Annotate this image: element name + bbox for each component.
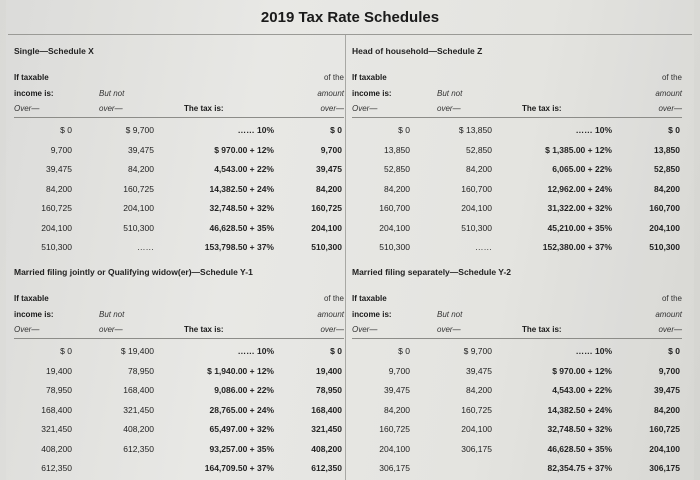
tax-cell: …… 10% xyxy=(237,125,274,135)
of-the-label: of the xyxy=(323,294,344,303)
over-cell: $ 0 xyxy=(398,346,410,356)
schedule-title: Single—Schedule X xyxy=(14,46,94,56)
over-cell: 204,100 xyxy=(379,222,410,233)
amount-cell: $ 0 xyxy=(330,346,342,356)
over-cell: 408,200 xyxy=(41,443,72,454)
over-cell: 160,725 xyxy=(41,203,72,213)
tax-cell: …… 10% xyxy=(237,346,274,356)
over-cell: 84,200 xyxy=(46,183,72,194)
but-not-cell: 84,200 xyxy=(128,164,154,174)
if-taxable-label: If taxable xyxy=(14,73,49,82)
but-not-cell: 408,200 xyxy=(123,424,154,434)
table-row xyxy=(352,198,682,218)
over-label: Over— xyxy=(352,104,378,113)
amount-over-label: over— xyxy=(320,104,344,113)
but-not-cell: $ 9,700 xyxy=(463,346,492,356)
page-title: 2019 Tax Rate Schedules xyxy=(260,9,440,26)
amount-cell: 612,350 xyxy=(311,463,342,473)
amount-cell: 160,700 xyxy=(649,203,680,213)
schedule-block xyxy=(14,267,344,477)
but-not-label: But not xyxy=(437,89,463,98)
table-row xyxy=(14,159,344,179)
over-cell: 39,475 xyxy=(46,164,72,174)
over-label: Over— xyxy=(352,325,378,334)
tax-cell: 152,380.00 + 37% xyxy=(542,242,612,252)
header-divider xyxy=(8,34,692,35)
table-row xyxy=(352,380,682,400)
but-not-cell: 160,725 xyxy=(461,404,492,415)
over-cell: 612,350 xyxy=(41,463,72,473)
schedule-title: Married filing jointly or Qualifying widow(er)—Schedule Y-1 xyxy=(14,267,253,277)
table-row xyxy=(352,458,682,478)
amount-label: amount xyxy=(655,310,682,319)
table-row xyxy=(352,218,682,238)
over-cell: $ 0 xyxy=(60,125,72,135)
amount-over-label: over— xyxy=(658,325,682,334)
tax-cell: 82,354.75 + 37% xyxy=(547,463,612,473)
over-label: Over— xyxy=(14,325,40,334)
amount-cell: 52,850 xyxy=(654,164,680,174)
amount-cell: 78,950 xyxy=(316,385,342,395)
tax-cell: 32,748.50 + 32% xyxy=(209,203,274,213)
but-not-cell: 52,850 xyxy=(466,144,492,155)
the-tax-is-label: The tax is: xyxy=(184,104,224,113)
over-cell: $ 0 xyxy=(398,125,410,135)
amount-cell: 39,475 xyxy=(654,385,680,395)
if-taxable-label: If taxable xyxy=(352,294,387,303)
but-not-cell: 612,350 xyxy=(123,443,154,454)
amount-cell: $ 0 xyxy=(330,125,342,135)
but-not-cell: …… xyxy=(137,242,154,252)
tax-cell: 28,765.00 + 24% xyxy=(209,404,274,415)
over-cell: 9,700 xyxy=(50,144,72,155)
table-row xyxy=(14,380,344,400)
tax-cell: $ 1,940.00 + 12% xyxy=(207,365,274,376)
tax-cell: 9,086.00 + 22% xyxy=(214,385,274,395)
but-not-cell: 84,200 xyxy=(466,164,492,174)
table-row xyxy=(352,361,682,381)
over-cell: 168,400 xyxy=(41,404,72,415)
the-tax-is-label: The tax is: xyxy=(522,104,562,113)
income-is-label: income is: xyxy=(14,89,54,98)
if-taxable-label: If taxable xyxy=(14,294,49,303)
amount-over-label: over— xyxy=(658,104,682,113)
amount-cell: 204,100 xyxy=(311,222,342,233)
amount-label: amount xyxy=(317,310,344,319)
but-not-cell: 84,200 xyxy=(466,385,492,395)
over-cell: 160,700 xyxy=(379,203,410,213)
tax-cell: 12,962.00 + 24% xyxy=(547,183,612,194)
tax-cell: 4,543.00 + 22% xyxy=(214,164,274,174)
amount-label: amount xyxy=(317,89,344,98)
table-row xyxy=(14,419,344,439)
over-cell: 510,300 xyxy=(379,242,410,252)
but-not-over-label: over— xyxy=(437,104,461,113)
tax-cell: 45,210.00 + 35% xyxy=(547,222,612,233)
amount-cell: 9,700 xyxy=(658,365,680,376)
but-not-label: But not xyxy=(437,310,463,319)
schedule-block xyxy=(14,46,344,256)
but-not-cell: …… xyxy=(475,242,492,252)
table-row xyxy=(14,140,344,160)
amount-cell: 204,100 xyxy=(649,222,680,233)
table-row xyxy=(352,237,682,257)
but-not-label: But not xyxy=(99,310,125,319)
table-row xyxy=(352,439,682,459)
but-not-cell: 321,450 xyxy=(123,404,154,415)
but-not-over-label: over— xyxy=(437,325,461,334)
but-not-over-label: over— xyxy=(99,104,123,113)
over-cell: 78,950 xyxy=(46,385,72,395)
tax-cell: 31,322.00 + 32% xyxy=(547,203,612,213)
schedule-title: Head of household—Schedule Z xyxy=(352,46,483,56)
over-cell: 306,175 xyxy=(379,463,410,473)
amount-cell: 510,300 xyxy=(311,242,342,252)
over-cell: 52,850 xyxy=(384,164,410,174)
the-tax-is-label: The tax is: xyxy=(184,325,224,334)
table-row xyxy=(14,179,344,199)
amount-cell: 160,725 xyxy=(649,424,680,434)
but-not-cell: 160,725 xyxy=(123,183,154,194)
amount-cell: $ 0 xyxy=(668,125,680,135)
table-row xyxy=(14,458,344,478)
over-label: Over— xyxy=(14,104,40,113)
amount-cell: 168,400 xyxy=(311,404,342,415)
amount-cell: 306,175 xyxy=(649,463,680,473)
table-row xyxy=(352,179,682,199)
over-cell: 204,100 xyxy=(41,222,72,233)
over-cell: 84,200 xyxy=(384,404,410,415)
table-row xyxy=(352,120,682,140)
but-not-cell: 204,100 xyxy=(123,203,154,213)
but-not-cell: 168,400 xyxy=(123,385,154,395)
over-cell: 9,700 xyxy=(388,365,410,376)
amount-cell: 408,200 xyxy=(311,443,342,454)
amount-cell: 160,725 xyxy=(311,203,342,213)
amount-cell: 321,450 xyxy=(311,424,342,434)
tax-cell: $ 1,385.00 + 12% xyxy=(545,144,612,155)
table-row xyxy=(14,198,344,218)
but-not-cell: 306,175 xyxy=(461,443,492,454)
tax-cell: $ 970.00 + 12% xyxy=(214,144,274,155)
amount-cell: 84,200 xyxy=(654,183,680,194)
table-rule xyxy=(14,117,344,118)
table-row xyxy=(14,361,344,381)
but-not-label: But not xyxy=(99,89,125,98)
tax-cell: …… 10% xyxy=(575,346,612,356)
amount-cell: 510,300 xyxy=(649,242,680,252)
table-rule xyxy=(352,338,682,339)
table-row xyxy=(352,400,682,420)
but-not-cell: 78,950 xyxy=(128,365,154,376)
income-is-label: income is: xyxy=(14,310,54,319)
table-row xyxy=(14,120,344,140)
but-not-cell: 510,300 xyxy=(461,222,492,233)
amount-over-label: over— xyxy=(320,325,344,334)
but-not-cell: 160,700 xyxy=(461,183,492,194)
over-cell: 39,475 xyxy=(384,385,410,395)
tax-cell: 65,497.00 + 32% xyxy=(209,424,274,434)
table-row xyxy=(352,419,682,439)
tax-cell: 93,257.00 + 35% xyxy=(209,443,274,454)
if-taxable-label: If taxable xyxy=(352,73,387,82)
over-cell: 19,400 xyxy=(46,365,72,376)
table-row xyxy=(352,159,682,179)
table-row xyxy=(14,400,344,420)
tax-cell: 14,382.50 + 24% xyxy=(547,404,612,415)
over-cell: 13,850 xyxy=(384,144,410,155)
amount-cell: 204,100 xyxy=(649,443,680,454)
tax-cell: $ 970.00 + 12% xyxy=(552,365,612,376)
table-row xyxy=(14,218,344,238)
tax-cell: 32,748.50 + 32% xyxy=(547,424,612,434)
the-tax-is-label: The tax is: xyxy=(522,325,562,334)
over-cell: 204,100 xyxy=(379,443,410,454)
tax-cell: 153,798.50 + 37% xyxy=(204,242,274,252)
schedule-title: Married filing separately—Schedule Y-2 xyxy=(352,267,512,277)
but-not-cell: 510,300 xyxy=(123,222,154,233)
tax-cell: 4,543.00 + 22% xyxy=(552,385,612,395)
over-cell: $ 0 xyxy=(60,346,72,356)
but-not-cell: 39,475 xyxy=(466,365,492,376)
amount-cell: 9,700 xyxy=(320,144,342,155)
amount-label: amount xyxy=(655,89,682,98)
but-not-cell: $ 13,850 xyxy=(458,125,492,135)
table-rule xyxy=(352,117,682,118)
tax-cell: …… 10% xyxy=(575,125,612,135)
amount-cell: 39,475 xyxy=(316,164,342,174)
amount-cell: 13,850 xyxy=(654,144,680,155)
tax-cell: 46,628.50 + 35% xyxy=(209,222,274,233)
amount-cell: 84,200 xyxy=(316,183,342,194)
tax-cell: 164,709.50 + 37% xyxy=(204,463,274,473)
but-not-over-label: over— xyxy=(99,325,123,334)
over-cell: 160,725 xyxy=(379,424,410,434)
of-the-label: of the xyxy=(661,294,682,303)
but-not-cell: $ 19,400 xyxy=(120,346,154,356)
table-row xyxy=(14,341,344,361)
but-not-cell: $ 9,700 xyxy=(125,125,154,135)
column-divider xyxy=(345,35,346,480)
tax-cell: 6,065.00 + 22% xyxy=(552,164,612,174)
over-cell: 510,300 xyxy=(41,242,72,252)
amount-cell: 19,400 xyxy=(316,365,342,376)
table-row xyxy=(14,439,344,459)
but-not-cell: 39,475 xyxy=(128,144,154,155)
tax-cell: 46,628.50 + 35% xyxy=(547,443,612,454)
income-is-label: income is: xyxy=(352,89,392,98)
table-row xyxy=(14,237,344,257)
table-row xyxy=(352,341,682,361)
over-cell: 321,450 xyxy=(41,424,72,434)
table-row xyxy=(352,140,682,160)
amount-cell: 84,200 xyxy=(654,404,680,415)
over-cell: 84,200 xyxy=(384,183,410,194)
tax-cell: 14,382.50 + 24% xyxy=(209,183,274,194)
amount-cell: $ 0 xyxy=(668,346,680,356)
schedule-block xyxy=(352,267,682,477)
of-the-label: of the xyxy=(323,73,344,82)
but-not-cell: 204,100 xyxy=(461,424,492,434)
but-not-cell: 204,100 xyxy=(461,203,492,213)
schedule-block xyxy=(352,46,682,256)
of-the-label: of the xyxy=(661,73,682,82)
table-rule xyxy=(14,338,344,339)
income-is-label: income is: xyxy=(352,310,392,319)
